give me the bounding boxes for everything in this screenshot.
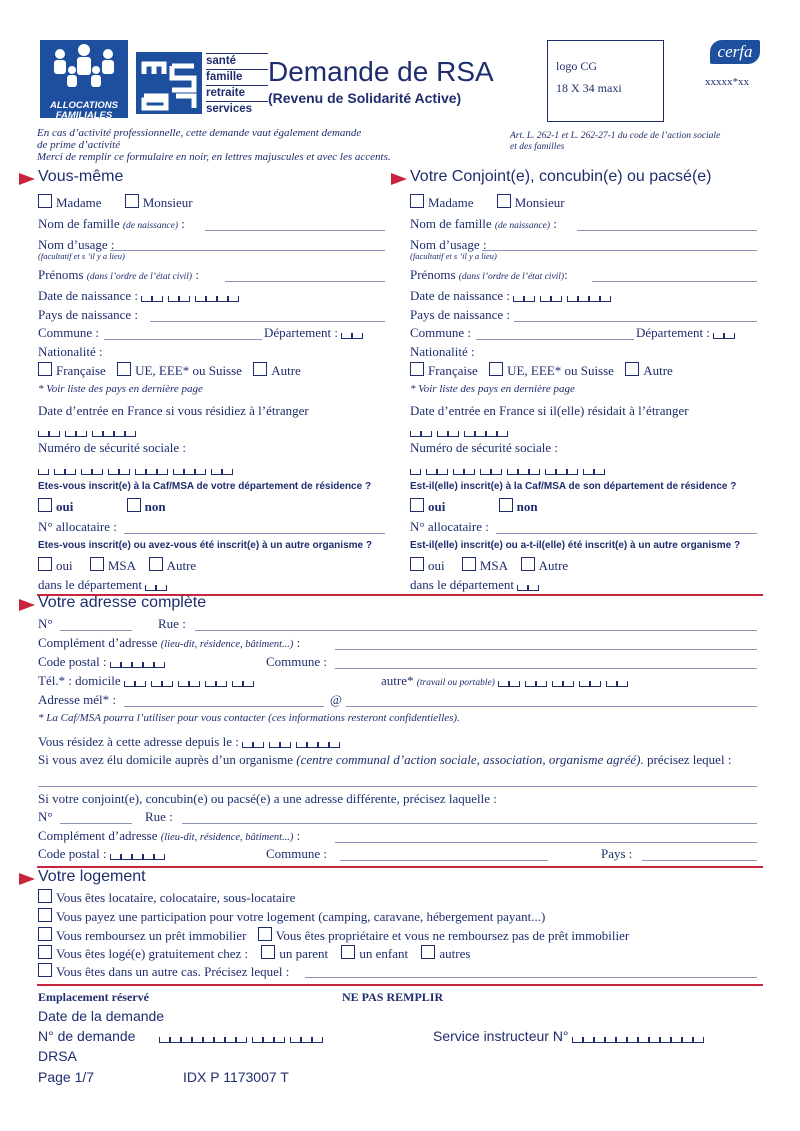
nom-famille-field[interactable] bbox=[577, 230, 757, 231]
inscrit-caf-question: Est-il(elle) inscrit(e) à la Caf/MSA de son département de résidence ? bbox=[410, 481, 737, 492]
autre-tel-note: (travail ou portable) bbox=[416, 678, 495, 688]
date-naissance-row bbox=[38, 288, 239, 306]
autre-cas-label: Vous êtes dans un autre cas. Précisez lequel : bbox=[56, 964, 290, 979]
num2-label: N° bbox=[38, 809, 53, 824]
nom-usage-field[interactable] bbox=[110, 250, 385, 251]
dans-dep-label: dans le département bbox=[38, 577, 142, 592]
complement2-label: Complément d’adresse bbox=[38, 828, 158, 843]
pret-checkbox[interactable] bbox=[38, 927, 52, 941]
autre2-checkbox[interactable] bbox=[149, 557, 163, 571]
nom-famille-row: Nom de famille (de naissance) : bbox=[38, 216, 185, 231]
section-arrow-icon bbox=[19, 173, 35, 185]
complement2-field[interactable] bbox=[335, 842, 757, 843]
complement-field[interactable] bbox=[335, 649, 757, 650]
date-naissance-label: Date de naissance : bbox=[410, 288, 510, 303]
code-postal2-label: Code postal : bbox=[38, 846, 107, 861]
date-naissance-boxes[interactable] bbox=[513, 290, 611, 306]
code-postal-row bbox=[38, 654, 165, 672]
logement-option bbox=[38, 945, 470, 962]
gratuit-checkbox[interactable] bbox=[38, 945, 52, 959]
complement-note: (lieu-dit, résidence, bâtiment...) bbox=[160, 639, 294, 650]
date-naissance-label: Date de naissance : bbox=[38, 288, 138, 303]
section-logement: Votre logement bbox=[38, 868, 146, 885]
service-row bbox=[433, 1028, 704, 1046]
voir-liste-note: * Voir liste des pays en dernière page bbox=[410, 383, 575, 395]
monsieur-label: Monsieur bbox=[142, 195, 193, 210]
rue2-label: Rue : bbox=[145, 809, 173, 824]
logo-cg-size: 18 X 34 maxi bbox=[556, 81, 622, 95]
autre-nat-checkbox[interactable] bbox=[625, 362, 639, 376]
inscrit-autre-options bbox=[410, 557, 568, 574]
prenoms-note: (dans l’ordre de l’état civil) bbox=[86, 272, 193, 282]
num2-field[interactable] bbox=[60, 823, 132, 824]
conjoint-adresse-label: Si votre conjoint(e), concubin(e) ou pacsé(e) a une adresse différente, précisez laquelle : bbox=[38, 791, 497, 806]
nom-usage-note: (facultatif et s ’il y a lieu) bbox=[410, 251, 497, 261]
dans-dep-label: dans le département bbox=[410, 577, 514, 592]
pays-naissance-field[interactable] bbox=[150, 321, 385, 322]
autre-nat-checkbox[interactable] bbox=[253, 362, 267, 376]
article-line: et des familles bbox=[510, 142, 565, 152]
allocataire-field[interactable] bbox=[124, 533, 385, 534]
oui-checkbox[interactable] bbox=[38, 498, 52, 512]
non-checkbox[interactable] bbox=[499, 498, 513, 512]
commune-label: Commune : bbox=[410, 325, 472, 340]
at-sign: @ bbox=[330, 692, 342, 707]
depuis-boxes[interactable] bbox=[242, 736, 340, 752]
inscrit-caf-question: Etes-vous inscrit(e) à la Caf/MSA de votre département de résidence ? bbox=[38, 481, 372, 492]
cerfa-logo bbox=[710, 40, 760, 64]
msa-checkbox[interactable] bbox=[462, 557, 476, 571]
allocataire-label: N° allocataire : bbox=[410, 519, 489, 534]
pays-naissance-field[interactable] bbox=[514, 321, 757, 322]
enfant-label: un enfant bbox=[359, 946, 409, 961]
cerfa-number: xxxxx*xx bbox=[705, 76, 749, 88]
madame-label: Madame bbox=[428, 195, 474, 210]
ne-pas-remplir: NE PAS REMPLIR bbox=[342, 990, 444, 1004]
commune-field[interactable] bbox=[476, 339, 634, 340]
pays-naissance-label: Pays de naissance : bbox=[38, 307, 139, 322]
madame-checkbox[interactable] bbox=[410, 194, 424, 208]
allocataire-label: N° allocataire : bbox=[38, 519, 117, 534]
intro-line: En cas d’activité professionnelle, cette demande vaut également demande bbox=[37, 127, 362, 139]
nom-usage-label: Nom d’usage : bbox=[410, 237, 487, 252]
code-postal-boxes[interactable] bbox=[110, 656, 165, 672]
depuis-row bbox=[38, 734, 340, 752]
msa-logo bbox=[136, 52, 202, 114]
non-checkbox[interactable] bbox=[127, 498, 141, 512]
ue-checkbox[interactable] bbox=[117, 362, 131, 376]
nationalite-options bbox=[38, 362, 301, 379]
prenoms-field[interactable] bbox=[225, 281, 385, 282]
msa-word: services bbox=[206, 101, 268, 117]
francaise-checkbox[interactable] bbox=[38, 362, 52, 376]
departement-label: Département : bbox=[264, 325, 338, 340]
msa-word: famille bbox=[206, 69, 268, 85]
domicile-note: (centre communal d’action sociale, association, organisme agréé). bbox=[296, 752, 644, 767]
nom-usage-note: (facultatif et s ’il y a lieu) bbox=[38, 251, 125, 261]
proprietaire-checkbox[interactable] bbox=[258, 927, 272, 941]
francaise-label: Française bbox=[428, 363, 478, 378]
msa-checkbox[interactable] bbox=[90, 557, 104, 571]
ue-label: UE, EEE* ou Suisse bbox=[135, 363, 242, 378]
complement2-row: Complément d’adresse (lieu-dit, résidence, bâtiment...) : bbox=[38, 828, 301, 843]
secu-label: Numéro de sécurité sociale : bbox=[38, 440, 186, 455]
msa-words bbox=[206, 53, 268, 117]
ue-checkbox[interactable] bbox=[489, 362, 503, 376]
monsieur-label: Monsieur bbox=[514, 195, 565, 210]
inscrit-autre-question: Est-il(elle) inscrit(e) ou a-t-il(elle) été inscrit(e) à un autre organisme ? bbox=[410, 540, 741, 551]
autre2-label: Autre bbox=[166, 558, 197, 573]
dans-dep-boxes[interactable] bbox=[145, 579, 167, 595]
date-naissance-boxes[interactable] bbox=[141, 290, 239, 306]
date-entree-boxes[interactable] bbox=[410, 422, 508, 442]
nationalite-options bbox=[410, 362, 673, 379]
date-demande-label: Date de la demande bbox=[38, 1008, 165, 1024]
domicile-field[interactable] bbox=[38, 786, 757, 787]
civility-row bbox=[410, 194, 565, 211]
prenoms-field[interactable] bbox=[592, 281, 757, 282]
complement-row: Complément d’adresse (lieu-dit, résidence, bâtiment...) : bbox=[38, 635, 301, 650]
emplacement-reserve: Emplacement réservé bbox=[38, 990, 149, 1004]
secu-boxes[interactable] bbox=[38, 460, 233, 480]
section-divider bbox=[37, 984, 763, 986]
francaise-checkbox[interactable] bbox=[410, 362, 424, 376]
rue-field[interactable] bbox=[195, 630, 757, 631]
departement-boxes[interactable] bbox=[341, 327, 363, 343]
departement-boxes[interactable] bbox=[713, 327, 735, 343]
autres-label: autres bbox=[439, 946, 471, 961]
intro-line: Merci de remplir ce formulaire en noir, en lettres majuscules et avec les accents. bbox=[37, 151, 391, 163]
tel-boxes[interactable] bbox=[124, 675, 254, 691]
autre-tel-row bbox=[381, 673, 628, 691]
nom-usage-label: Nom d’usage : bbox=[38, 237, 115, 252]
tel-label: Tél.* : domicile bbox=[38, 673, 121, 688]
logement-option bbox=[38, 908, 545, 925]
service-boxes bbox=[572, 1030, 704, 1046]
section-arrow-icon bbox=[391, 173, 407, 185]
secu-boxes[interactable] bbox=[410, 460, 605, 480]
commune-field[interactable] bbox=[104, 339, 262, 340]
oui2-checkbox[interactable] bbox=[38, 557, 52, 571]
autres-checkbox[interactable] bbox=[421, 945, 435, 959]
mel-domain-field[interactable] bbox=[346, 706, 757, 707]
commune2-label: Commune : bbox=[266, 846, 328, 861]
oui-checkbox[interactable] bbox=[410, 498, 424, 512]
commune-field[interactable] bbox=[335, 668, 757, 669]
page-subtitle: (Revenu de Solidarité Active) bbox=[268, 90, 462, 106]
date-entree-label: Date d’entrée en France si il(elle) résidait à l’étranger bbox=[410, 403, 689, 418]
nationalite-label: Nationalité : bbox=[410, 344, 475, 359]
oui2-label: oui bbox=[428, 558, 445, 573]
contact-note: * La Caf/MSA pourra l’utiliser pour vous contacter (ces informations resteront confidentielles). bbox=[38, 712, 460, 724]
civility-row bbox=[38, 194, 193, 211]
commune-label: Commune : bbox=[266, 654, 328, 669]
num-demande-boxes bbox=[159, 1030, 323, 1046]
monsieur-checkbox[interactable] bbox=[125, 194, 139, 208]
logo-cg-box bbox=[547, 40, 664, 122]
section-conjoint: Votre Conjoint(e), concubin(e) ou pacsé(e) bbox=[410, 168, 712, 185]
proprietaire-label: Vous êtes propriétaire et vous ne remboursez pas de prêt immobilier bbox=[275, 928, 630, 943]
mel-label: Adresse mél* : bbox=[38, 692, 116, 707]
parent-checkbox[interactable] bbox=[261, 945, 275, 959]
caf-logo-text: ALLOCATIONS bbox=[50, 100, 118, 111]
locataire-checkbox[interactable] bbox=[38, 889, 52, 903]
autre-cas-checkbox[interactable] bbox=[38, 963, 52, 977]
rue2-field[interactable] bbox=[182, 823, 757, 824]
code-postal2-row bbox=[38, 846, 165, 864]
dans-dep-boxes[interactable] bbox=[517, 579, 539, 595]
tel-row bbox=[38, 673, 254, 691]
dans-dep-row bbox=[38, 577, 167, 595]
autre-nat-label: Autre bbox=[643, 363, 673, 378]
domicile-precision: précisez lequel : bbox=[646, 752, 732, 767]
allocataire-field[interactable] bbox=[496, 533, 757, 534]
intro-line: de prime d’activité bbox=[37, 139, 121, 151]
msa-label: MSA bbox=[107, 558, 136, 573]
domicile-label: Si vous avez élu domicile auprès d’un organisme bbox=[38, 752, 294, 767]
cerfa-text: cerfa bbox=[717, 42, 753, 61]
pret-label: Vous remboursez un prêt immobilier bbox=[56, 928, 247, 943]
autre2-checkbox[interactable] bbox=[521, 557, 535, 571]
rue-label: Rue : bbox=[158, 616, 186, 631]
family-figures-icon bbox=[40, 40, 128, 96]
participation-checkbox[interactable] bbox=[38, 908, 52, 922]
commune-label: Commune : bbox=[38, 325, 100, 340]
voir-liste-note: * Voir liste des pays en dernière page bbox=[38, 383, 203, 395]
gratuit-label: Vous êtes logé(e) gratuitement chez : bbox=[56, 946, 249, 961]
msa-word: santé bbox=[206, 53, 268, 69]
madame-label: Madame bbox=[56, 195, 102, 210]
locataire-label: Vous êtes locataire, colocataire, sous-locataire bbox=[56, 890, 296, 905]
idx-code: IDX P 1173007 T bbox=[183, 1069, 289, 1085]
non-label: non bbox=[144, 499, 166, 514]
nom-famille-note: (de naissance) bbox=[494, 221, 550, 231]
inscrit-caf-options bbox=[38, 498, 166, 515]
secu-label: Numéro de sécurité sociale : bbox=[410, 440, 558, 455]
oui-label: oui bbox=[428, 499, 446, 514]
enfant-checkbox[interactable] bbox=[341, 945, 355, 959]
monsieur-checkbox[interactable] bbox=[497, 194, 511, 208]
mel-field[interactable] bbox=[124, 706, 324, 707]
pays-field[interactable] bbox=[642, 860, 757, 861]
autre-tel-label: autre* bbox=[381, 673, 414, 688]
domicile-row bbox=[38, 752, 731, 768]
dans-dep-row bbox=[410, 577, 539, 595]
non-label: non bbox=[516, 499, 538, 514]
nom-usage-field[interactable] bbox=[482, 250, 757, 251]
complement2-note: (lieu-dit, résidence, bâtiment...) bbox=[160, 832, 294, 843]
code-postal-label: Code postal : bbox=[38, 654, 107, 669]
prenoms-row: Prénoms (dans l’ordre de l’état civil) : bbox=[38, 267, 199, 282]
inscrit-autre-options bbox=[38, 557, 196, 574]
msa-word: retraite bbox=[206, 85, 268, 101]
num-demande-label: N° de demande bbox=[38, 1028, 136, 1044]
code-postal2-boxes[interactable] bbox=[110, 848, 165, 864]
prenoms-row: Prénoms (dans l’ordre de l’état civil): bbox=[410, 267, 568, 282]
section-adresse: Votre adresse complète bbox=[38, 594, 207, 611]
logo-cg-label: logo CG bbox=[556, 59, 598, 73]
logement-option bbox=[38, 963, 289, 980]
nom-famille-label: Nom de famille bbox=[38, 216, 120, 231]
caf-logo bbox=[40, 40, 128, 121]
autre-cas-field[interactable] bbox=[305, 977, 757, 978]
prenoms-label: Prénoms bbox=[410, 267, 456, 282]
oui2-label: oui bbox=[56, 558, 73, 573]
departement-label: Département : bbox=[636, 325, 710, 340]
commune2-field[interactable] bbox=[340, 860, 548, 861]
madame-checkbox[interactable] bbox=[38, 194, 52, 208]
oui-label: oui bbox=[56, 499, 74, 514]
prenoms-note: (dans l’ordre de l’état civil) bbox=[458, 272, 565, 282]
section-arrow-icon bbox=[19, 873, 35, 885]
participation-label: Vous payez une participation pour votre logement (camping, caravane, hébergement payant...) bbox=[56, 909, 546, 924]
date-entree-label: Date d’entrée en France si vous résidiez à l’étranger bbox=[38, 403, 309, 418]
nom-famille-field[interactable] bbox=[205, 230, 385, 231]
page-number: Page 1/7 bbox=[38, 1069, 95, 1085]
departement-row bbox=[264, 325, 363, 343]
drsa-label: DRSA bbox=[38, 1048, 77, 1064]
section-arrow-icon bbox=[19, 599, 35, 611]
inscrit-caf-options bbox=[410, 498, 538, 515]
nom-famille-note: (de naissance) bbox=[122, 221, 178, 231]
nationalite-label: Nationalité : bbox=[38, 344, 103, 359]
parent-label: un parent bbox=[279, 946, 329, 961]
service-label: Service instructeur N° bbox=[433, 1028, 569, 1044]
logement-option bbox=[38, 889, 295, 906]
inscrit-autre-question: Etes-vous inscrit(e) ou avez-vous été inscrit(e) à un autre organisme ? bbox=[38, 540, 372, 551]
autre-nat-label: Autre bbox=[271, 363, 301, 378]
pays-label: Pays : bbox=[601, 846, 633, 861]
departement-row bbox=[636, 325, 735, 343]
ue-label: UE, EEE* ou Suisse bbox=[507, 363, 614, 378]
logement-option bbox=[38, 927, 629, 944]
num-demande-row bbox=[38, 1028, 323, 1046]
article-line: Art. L. 262-1 et L. 262-27-1 du code de l’action sociale bbox=[510, 131, 721, 141]
complement-label: Complément d’adresse bbox=[38, 635, 158, 650]
date-naissance-row bbox=[410, 288, 611, 306]
section-vous-meme: Vous-même bbox=[38, 168, 124, 185]
depuis-label: Vous résidez à cette adresse depuis le : bbox=[38, 734, 239, 749]
caf-logo-text: FAMILIALES bbox=[55, 110, 113, 121]
num-label: N° bbox=[38, 616, 53, 631]
prenoms-label: Prénoms bbox=[38, 267, 84, 282]
msa-letters-icon bbox=[136, 52, 202, 114]
date-entree-boxes[interactable] bbox=[38, 422, 136, 442]
francaise-label: Française bbox=[56, 363, 106, 378]
num-field[interactable] bbox=[60, 630, 132, 631]
nom-famille-row: Nom de famille (de naissance) : bbox=[410, 216, 557, 231]
article-reference bbox=[510, 131, 720, 153]
autre2-label: Autre bbox=[538, 558, 569, 573]
oui2-checkbox[interactable] bbox=[410, 557, 424, 571]
pays-naissance-label: Pays de naissance : bbox=[410, 307, 511, 322]
nom-famille-label: Nom de famille bbox=[410, 216, 492, 231]
intro-text bbox=[37, 127, 391, 163]
autre-tel-boxes[interactable] bbox=[498, 675, 628, 691]
page-title: Demande de RSA bbox=[268, 56, 494, 87]
msa-label: MSA bbox=[479, 558, 508, 573]
